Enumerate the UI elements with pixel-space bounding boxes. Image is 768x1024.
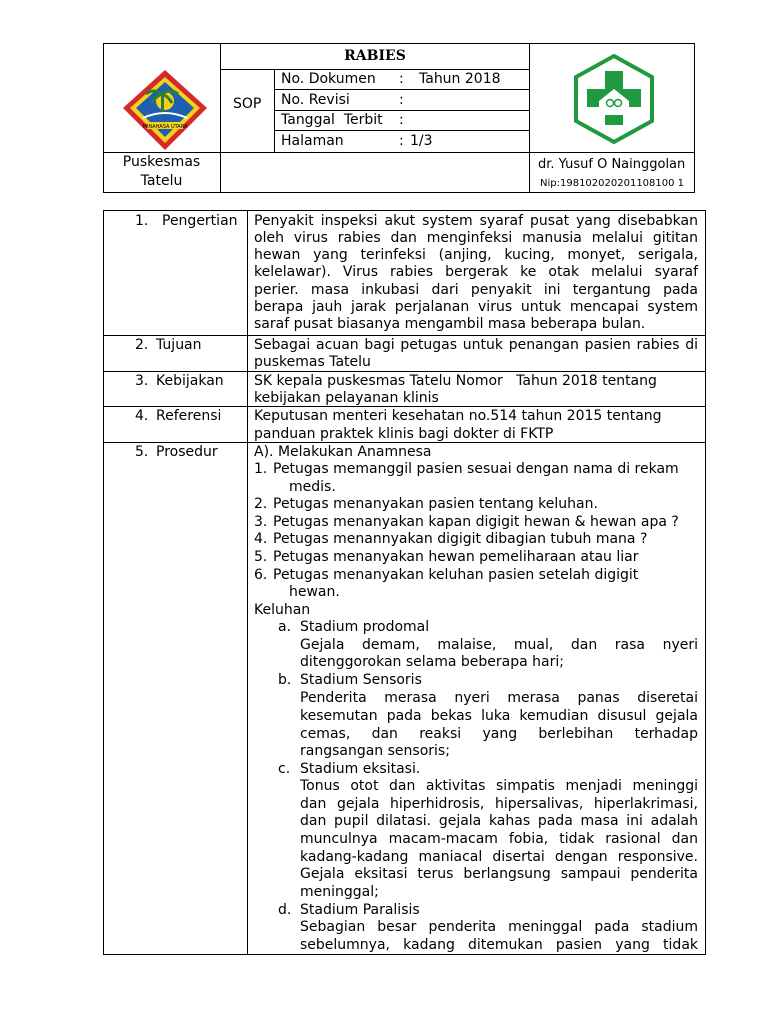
pengertian-line-4: kelelawar). Virus rabies bergerak ke otak melalui syaraf	[254, 264, 698, 280]
section-number-3: 3.	[135, 373, 149, 389]
stage-c-line-7: meninggal;	[300, 884, 379, 900]
referensi-line-2: panduan praktek klinis bagi dokter di FKTP	[254, 426, 554, 442]
section-label-referensi: Referensi	[156, 408, 222, 424]
stage-c-line-5: kadang-kadang maniacal disertai dengan responsive.	[300, 849, 698, 865]
pengertian-line-2: oleh virus rabies dan menginfeksi manusia melalui gititan	[254, 230, 698, 246]
field-value-page: 1/3	[410, 133, 433, 149]
pengertian-line-6: berapa jauh jarak perjalanan virus untuk mencapai system	[254, 299, 698, 315]
sop-label: SOP	[233, 96, 262, 112]
stage-d-title: Stadium Paralisis	[300, 902, 420, 918]
step-1-line-2: medis.	[289, 479, 336, 495]
field-label-doc: No. Dokumen	[281, 71, 376, 87]
field-label-date: Tanggal Terbit	[281, 112, 383, 128]
stage-d-line-1: Sebagian besar penderita meninggal pada stadium	[300, 919, 698, 935]
field-sep-page: :	[399, 133, 404, 149]
org-name-line2: Tatelu	[140, 173, 183, 189]
procedure-heading: A). Melakukan Anamnesa	[254, 444, 432, 460]
stage-a-title: Stadium prodomal	[300, 619, 430, 635]
stage-c-marker: c.	[278, 761, 291, 777]
step-number-3: 3.	[254, 514, 268, 530]
section-label-prosedur: Prosedur	[156, 444, 218, 460]
section-number-2: 2.	[135, 337, 149, 353]
field-value-doc: Tahun 2018	[419, 71, 501, 87]
pengertian-line-5: perier. masa inkubasi dari penyakit ini tergantung pada	[254, 282, 698, 298]
step-2-line-1: Petugas menanyakan pasien tentang keluhan.	[273, 496, 598, 512]
step-number-2: 2.	[254, 496, 268, 512]
regency-crest-logo	[121, 68, 209, 152]
stage-c-line-2: dan gejala hiperhidrosis, hipersalivas, hiperlakrimasi,	[300, 796, 698, 812]
stage-c-title: Stadium eksitasi.	[300, 761, 421, 777]
step-1-line-1: Petugas memanggil pasien sesuai dengan nama di rekam	[273, 461, 679, 477]
pengertian-line-3: hewan yang terinfeksi (anjing, kucing, monyet, serigala,	[254, 247, 698, 263]
stage-b-line-4: rangsangan sensoris;	[300, 743, 450, 759]
stage-c-line-3: dan pupil dilatasi. gejala kahas pada masa ini adalah	[300, 813, 698, 829]
section-number-5: 5.	[135, 444, 149, 460]
field-sep-doc: :	[399, 71, 404, 87]
stage-b-line-3: cemas, dan reaksi yang berlebihan terhadap	[300, 726, 698, 742]
field-sep-date: :	[399, 112, 404, 128]
step-6-line-1: Petugas menanyakan keluhan pasien setelah digigit	[273, 567, 639, 583]
signer-nip: Nip:198102020201108100 1	[540, 178, 685, 189]
stage-b-line-1: Penderita merasa nyeri merasa panas diseretai	[300, 690, 698, 706]
step-number-4: 4.	[254, 531, 268, 547]
stage-b-marker: b.	[278, 672, 292, 688]
stage-c-line-6: Gejala eksitasi terus berlangsung sampaui penderita	[300, 866, 698, 882]
step-3-line-1: Petugas menanyakan kapan digigit hewan & hewan apa ?	[273, 514, 679, 530]
stage-c-line-1: Tonus otot dan aktivitas simpatis menjadi meninggi	[300, 778, 698, 794]
step-number-1: 1.	[254, 461, 268, 477]
kebijakan-line-2: kebijakan pelayanan klinis	[254, 390, 439, 406]
step-number-5: 5.	[254, 549, 268, 565]
pengertian-line-7: saraf pusat biasanya mengambil masa beberapa bulan.	[254, 316, 646, 332]
document-title: RABIES	[344, 48, 406, 64]
step-6-line-2: hewan.	[289, 584, 340, 600]
step-number-6: 6.	[254, 567, 268, 583]
org-name-line1: Puskesmas	[122, 154, 201, 170]
puskesmas-green-cross-logo	[572, 53, 656, 145]
stage-d-line-2: sebelumnya, kadang ditemukan pasien yang tidak	[300, 937, 698, 953]
tujuan-line-2: puskemas Tatelu	[254, 354, 371, 370]
tujuan-line-1: Sebagai acuan bagi petugas untuk penangan pasien rabies di	[254, 337, 698, 353]
stage-a-line-1: Gejala demam, malaise, mual, dan rasa nyeri	[300, 637, 698, 653]
stage-c-line-4: munculnya macam-macam fobia, tidak rasional dan	[300, 831, 698, 847]
section-label-kebijakan: Kebijakan	[156, 373, 224, 389]
referensi-line-1: Keputusan menteri kesehatan no.514 tahun 2015 tentang	[254, 408, 662, 424]
section-number-1: 1.	[135, 213, 149, 229]
signer-name: dr. Yusuf O Nainggolan	[538, 157, 686, 172]
step-4-line-1: Petugas menannyakan digigit dibagian tubuh mana ?	[273, 531, 648, 547]
section-number-4: 4.	[135, 408, 149, 424]
field-sep-revision: :	[399, 92, 404, 108]
stage-b-title: Stadium Sensoris	[300, 672, 422, 688]
kebijakan-line-1: SK kepala puskesmas Tatelu Nomor Tahun 2018 tentang	[254, 373, 657, 389]
section-label-tujuan: Tujuan	[156, 337, 202, 353]
stage-a-marker: a.	[278, 619, 292, 635]
pengertian-line-1: Penyakit inspeksi akut system syaraf pusat yang disebabkan	[254, 213, 698, 229]
field-label-page: Halaman	[281, 133, 344, 149]
field-label-revision: No. Revisi	[281, 92, 350, 108]
step-5-line-1: Petugas menanyakan hewan pemeliharaan atau liar	[273, 549, 639, 565]
stage-d-marker: d.	[278, 902, 292, 918]
stage-b-line-2: kesemutan pada bekas luka kemudian disusul gejala	[300, 708, 698, 724]
crest-banner-text: MINAHASA UTARA	[142, 124, 188, 130]
section-label-pengertian: Pengertian	[162, 213, 238, 229]
stage-a-line-2: ditenggorokan selama beberapa hari;	[300, 654, 564, 670]
keluhan-label: Keluhan	[254, 602, 311, 618]
